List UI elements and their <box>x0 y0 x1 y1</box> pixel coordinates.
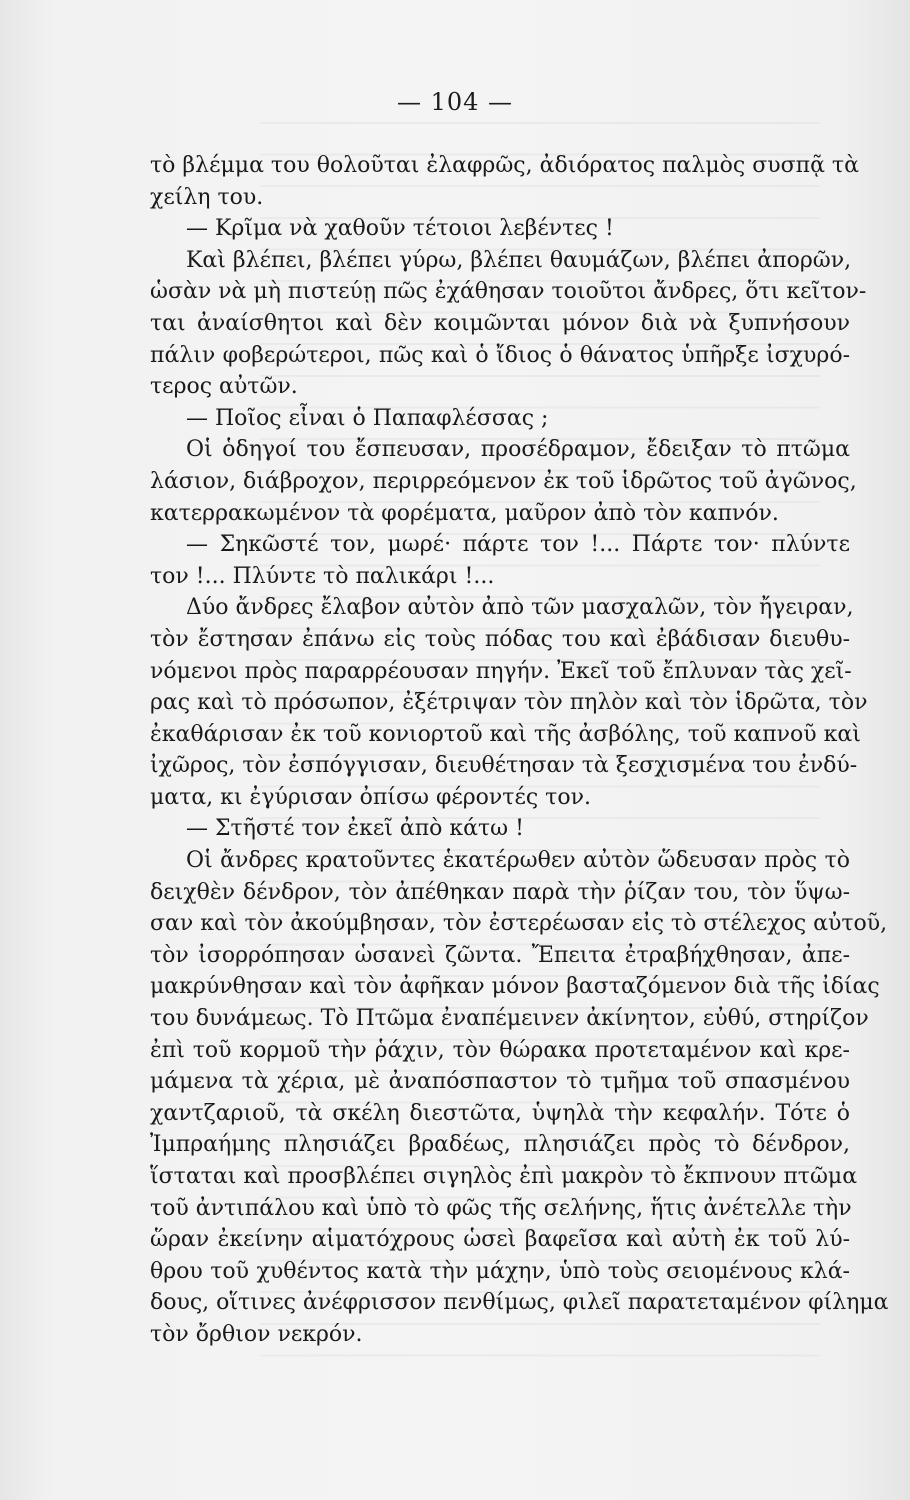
text-line: Οἱ ἄνδρες κρατοῦντες ἑκατέρωθεν αὐτὸν ὥδευσαν πρὸς τὸ <box>186 848 850 874</box>
text-line: νόμενοι πρὸς παραρρέουσαν πηγήν. Ἐκεῖ τοῦ ἔπλυναν τὰς χεῖ- <box>150 658 852 684</box>
dialogue-line: — Στῆστέ τον ἐκεῖ ἀπὸ κάτω ! <box>186 816 524 842</box>
text-line: Ἰμπραήμης πλησιάζει βραδέως, πλησιάζει πρὸς τὸ δένδρον, <box>150 1132 850 1158</box>
text-line: ματα, κι ἐγύρισαν ὀπίσω φέροντές τον. <box>150 784 591 810</box>
text-line: ὥραν ἐκείνην αἱματόχρους ὡσεὶ βαφεῖσα καὶ αὐτὴ ἐκ τοῦ λύ- <box>150 1227 850 1253</box>
page-number: — 104 — <box>396 88 514 116</box>
text-line: ἵσταται καὶ προσβλέπει σιγηλὸς ἐπὶ μακρὸν τὸ ἔκπνουν πτῶμα <box>150 1164 858 1189</box>
text-line: χείλη του. <box>150 184 264 210</box>
text-line: τοῦ ἀντιπάλου καὶ ὑπὸ τὸ φῶς τῆς σελήνης, ἥτις ἀνέτελλε τὴν <box>150 1195 852 1221</box>
text-line: λάσιον, διάβροχον, περιρρεόμενον ἐκ τοῦ ἱδρῶτος τοῦ ἀγῶνος, <box>150 468 857 494</box>
text-line: κατερρακωμένον τὰ φορέματα, μαῦρον ἀπὸ τὸν καπνόν. <box>150 500 779 526</box>
body-text <box>150 150 889 1351</box>
text-line: ται ἀναίσθητοι καὶ δὲν κοιμῶνται μόνον διὰ νὰ ξυπνήσουν <box>150 310 850 336</box>
text-line: τὸν ἰσορρόπησαν ὡσανεὶ ζῶντα. Ἔπειτα ἐτραβήχθησαν, ἀπε- <box>150 942 850 968</box>
text-line: του δυνάμεως. Τὸ Πτῶμα ἐναπέμεινεν ἀκίνητον, εὐθύ, στηρίζον <box>150 1006 869 1032</box>
text-line: δειχθὲν δένδρον, τὸν ἀπέθηκαν παρὰ τὴν ῥίζαν του, τὸν ὕψω- <box>150 879 850 905</box>
text-line: σαν καὶ τὸν ἀκούμβησαν, τὸν ἐστερέωσαν εἰς τὸ στέλεχος αὐτοῦ, <box>150 911 888 937</box>
text-line: μάμενα τὰ χέρια, μὲ ἀναπόσπαστον τὸ τμῆμα τοῦ σπασμένου <box>150 1069 850 1095</box>
dialogue-line: — Σηκῶστέ τον, μωρέ· πάρτε τον !... Πάρτε τον· πλύντε <box>186 532 850 558</box>
dialogue-line: — Ποῖος εἶναι ὁ Παπαφλέσσας ; <box>186 405 549 431</box>
text-line: ἰχῶρος, τὸν ἐσπόγγισαν, διευθέτησαν τὰ ξεσχισμένα του ἐνδύ- <box>150 753 858 779</box>
text-line: ρας καὶ τὸ πρόσωπον, ἐξέτριψαν τὸν πηλὸν καὶ τὸν ἱδρῶτα, τὸν <box>150 690 868 716</box>
text-line: ἐπὶ τοῦ κορμοῦ τὴν ῥάχιν, τὸν θώρακα προτεταμένον καὶ κρε- <box>150 1037 850 1063</box>
text-line: τὸν ἔστησαν ἐπάνω εἰς τοὺς πόδας του καὶ ἐβάδισαν διευθυ- <box>150 626 850 652</box>
dialogue-line: — Κρῖμα νὰ χαθοῦν τέτοιοι λεβέντες ! <box>186 216 614 242</box>
text-line: τερος αὐτῶν. <box>150 374 298 400</box>
text-line: τὸ βλέμμα του θολοῦται ἐλαφρῶς, ἀδιόρατος παλμὸς συσπᾷ τὰ <box>150 153 859 178</box>
text-line: τον !... Πλύντε τὸ παλικάρι !... <box>150 563 495 589</box>
text-line: μακρύνθησαν καὶ τὸν ἀφῆκαν μόνον βασταζόμενον διὰ τῆς ἰδίας <box>150 974 880 1000</box>
text-line: Δύο ἄνδρες ἔλαβον αὐτὸν ἀπὸ τῶν μασχαλῶν, τὸν ἤγειραν, <box>186 595 854 621</box>
text-line: τὸν ὄρθιον νεκρόν. <box>150 1321 363 1347</box>
text-line: ὡσὰν νὰ μὴ πιστεύῃ πῶς ἐχάθησαν τοιοῦτοι ἄνδρες, ὅτι κεῖτον- <box>150 279 867 305</box>
text-line: Οἱ ὁδηγοί του ἔσπευσαν, προσέδραμον, ἔδειξαν τὸ πτῶμα <box>186 437 850 463</box>
text-line: Καὶ βλέπει, βλέπει γύρω, βλέπει θαυμάζων, βλέπει ἀπορῶν, <box>186 247 852 273</box>
text-line: χαντζαριοῦ, τὰ σκέλη διεστῶτα, ὑψηλὰ τὴν κεφαλήν. Τότε ὁ <box>150 1100 850 1126</box>
text-line: ἐκαθάρισαν ἐκ τοῦ κονιορτοῦ καὶ τῆς ἀσβόλης, τοῦ καπνοῦ καὶ <box>150 721 861 747</box>
text-line: δους, οἵτινες ἀνέφρισσον πενθίμως, φιλεῖ παρατεταμένον φίλημα <box>150 1290 889 1316</box>
text-line: θρου τοῦ χυθέντος κατὰ τὴν μάχην, ὑπὸ τοὺς σειομένους κλά- <box>150 1258 850 1284</box>
text-line: πάλιν φοβερώτεροι, πῶς καὶ ὁ ἴδιος ὁ θάνατος ὑπῆρξε ἰσχυρό- <box>150 342 850 368</box>
